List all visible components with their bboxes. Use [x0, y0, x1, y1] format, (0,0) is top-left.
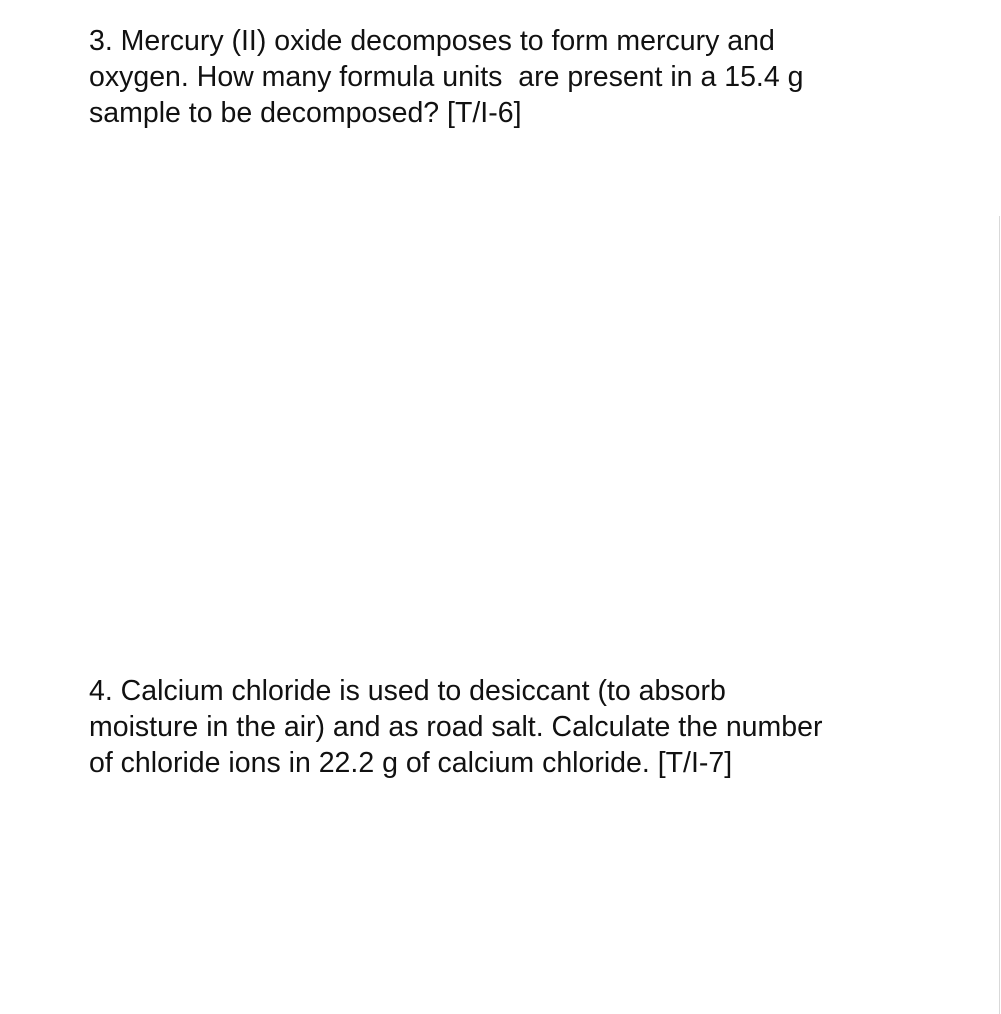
page-edge-divider [999, 216, 1000, 1014]
question-3-line-2: oxygen. How many formula units are present in a 15.4 g [89, 61, 804, 93]
question-3-line-1: 3. Mercury (II) oxide decomposes to form mercury and [89, 25, 775, 57]
question-4 [89, 673, 949, 781]
question-3 [89, 23, 949, 131]
question-4-line-2: moisture in the air) and as road salt. Calculate the number [89, 711, 823, 743]
question-3-line-3: sample to be decomposed? [T/I-6] [89, 97, 522, 129]
question-4-line-1: 4. Calcium chloride is used to desiccant (to absorb [89, 675, 726, 707]
question-4-line-3: of chloride ions in 22.2 g of calcium chloride. [T/I-7] [89, 747, 733, 779]
